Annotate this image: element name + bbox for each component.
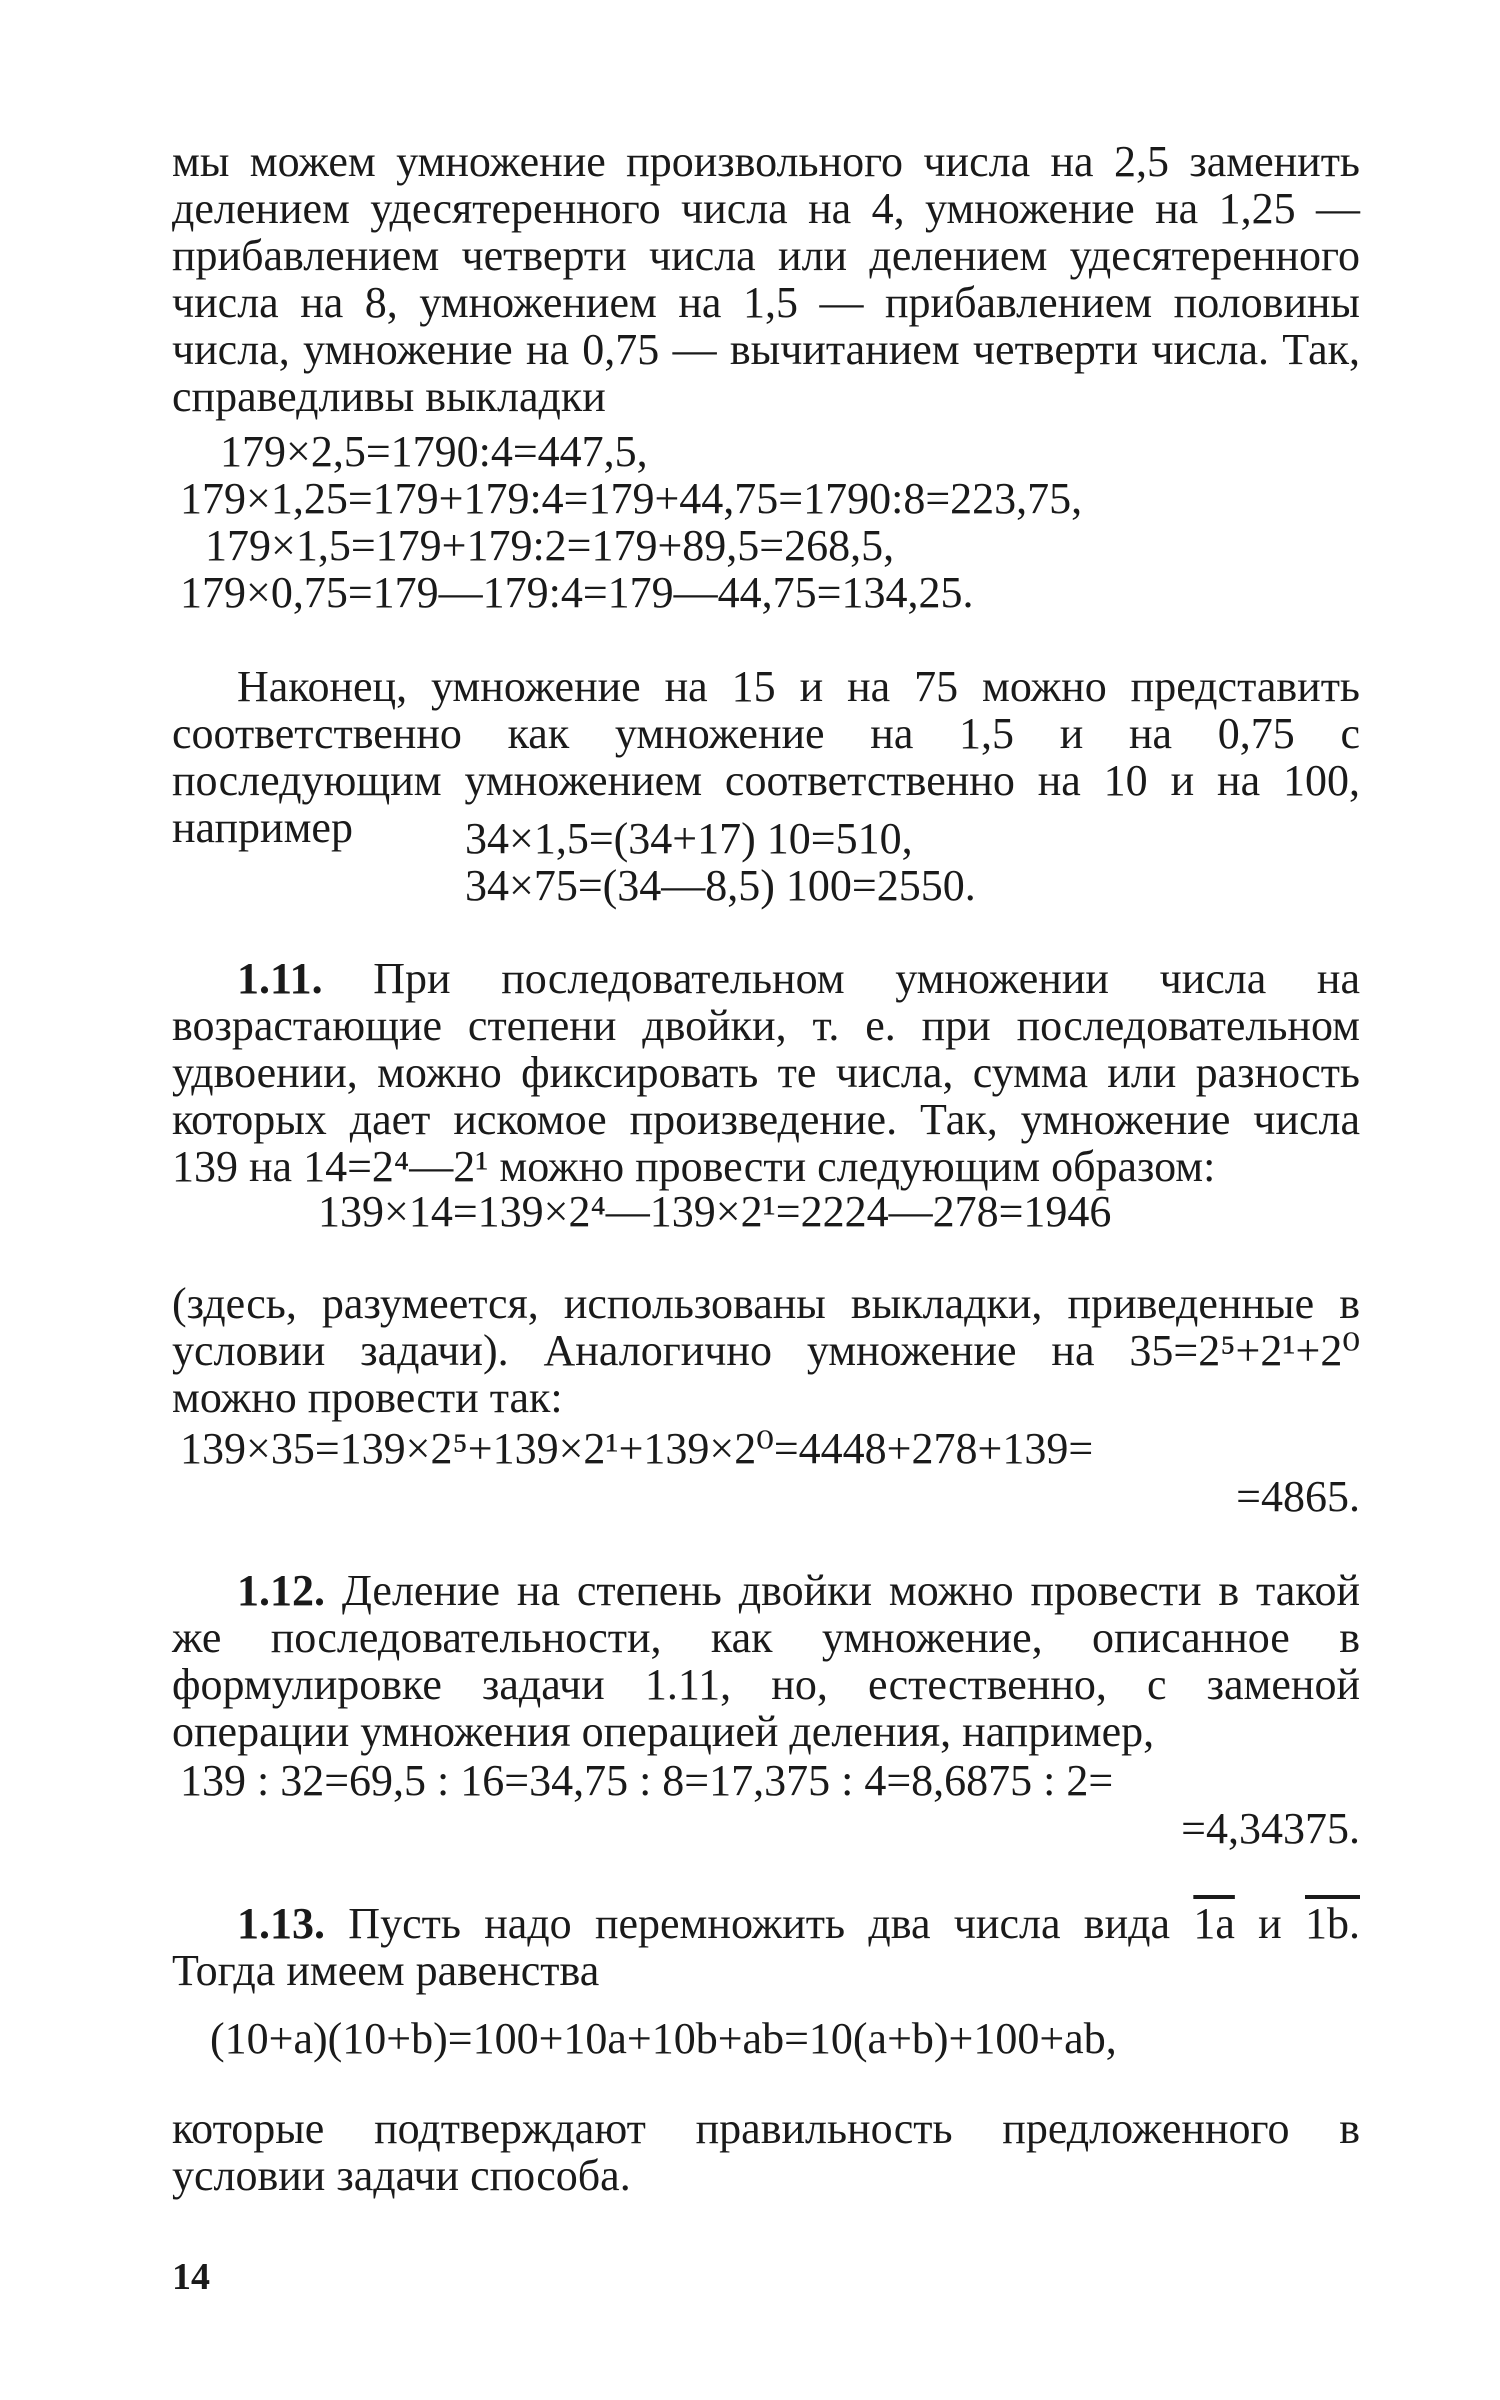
equation-179x1-5: 179×1,5=179+179:2=179+89,5=268,5, bbox=[205, 521, 895, 570]
equation-179x1-25: 179×1,25=179+179:4=179+44,75=1790:8=223,75, bbox=[180, 474, 1083, 523]
problem-number-1-12: 1.12. bbox=[237, 1566, 325, 1615]
number-1a: 1a bbox=[1193, 1899, 1235, 1948]
equation-139-div-32-result: =4,34375. bbox=[1181, 1804, 1360, 1853]
problem-number-1-13: 1.13. bbox=[237, 1899, 325, 1948]
paragraph-explanation: (здесь, разумеется, использованы выкладки, приведенные в условии задачи). Аналогично умножение на 35=2⁵+2¹+2⁰ можно провести так: bbox=[172, 1279, 1360, 1422]
equation-179x2-5: 179×2,5=1790:4=447,5, bbox=[220, 427, 648, 476]
paragraph-1-11 bbox=[172, 955, 1360, 1190]
page-number: 14 bbox=[172, 2256, 210, 2298]
equation-139x35: 139×35=139×2⁵+139×2¹+139×2⁰=4448+278+139= bbox=[180, 1424, 1094, 1473]
problem-1-13-text-c: Тогда имеем равенства bbox=[172, 1946, 600, 1995]
problem-1-13-text-b: и bbox=[1258, 1899, 1282, 1948]
equation-34x15: 34×1,5=(34+17) 10=510, bbox=[465, 814, 913, 863]
paragraph-conclusion: которые подтверждают правильность предложенного в условии задачи способа. bbox=[172, 2104, 1360, 2200]
paragraph-intro: мы можем умножение произвольного числа на 2,5 заменить делением удесятеренного числа на 4, умножение на 1,25 — прибавлением четверти числа или делением удесятеренного числа на 8, умножением на 1,5 — прибавлением половины числа, умножение на 0,75 — вычитанием четверти числа. Так, справедливы выкладки bbox=[172, 137, 1360, 421]
paragraph-1-12 bbox=[172, 1567, 1360, 1755]
problem-number-1-11: 1.11. bbox=[237, 954, 323, 1003]
equation-139x35-result: =4865. bbox=[1236, 1472, 1360, 1521]
paragraph-15-75: Наконец, умножение на 15 и на 75 можно представить соответственно как умножение на 1,5 и на 0,75 с последующим умножением соответственно на 10 и на 100, например bbox=[172, 662, 1360, 852]
equation-139-div-32: 139 : 32=69,5 : 16=34,75 : 8=17,375 : 4=8,6875 : 2= bbox=[180, 1756, 1114, 1805]
problem-1-12-text: Деление на степень двойки можно провести в такой же последовательности, как умножение, описанное в формулировке задачи 1.11, но, естественно, с заменой операции умножения операцией деления, например, bbox=[172, 1566, 1360, 1756]
problem-1-13-text-a: Пусть надо перемножить два числа вида bbox=[348, 1899, 1171, 1948]
equation-product-expansion: (10+a)(10+b)=100+10a+10b+ab=10(a+b)+100+ab, bbox=[210, 2014, 1117, 2063]
equation-34x75: 34×75=(34—8,5) 100=2550. bbox=[465, 861, 976, 910]
equation-139x14: 139×14=139×2⁴—139×2¹=2224—278=1946 bbox=[318, 1187, 1112, 1236]
problem-1-11-text: При последовательном умножении числа на возрастающие степени двойки, т. е. при последовательном удвоении, можно фиксировать те числа, сумма или разность которых дает искомое произведение. Так, умножение числа 139 на 14=2⁴—2¹ можно провести следующим образом: bbox=[172, 954, 1361, 1191]
paragraph-1-13 bbox=[172, 1900, 1360, 1947]
number-1b: 1b. bbox=[1305, 1899, 1360, 1948]
equation-179x0-75: 179×0,75=179—179:4=179—44,75=134,25. bbox=[180, 568, 974, 617]
